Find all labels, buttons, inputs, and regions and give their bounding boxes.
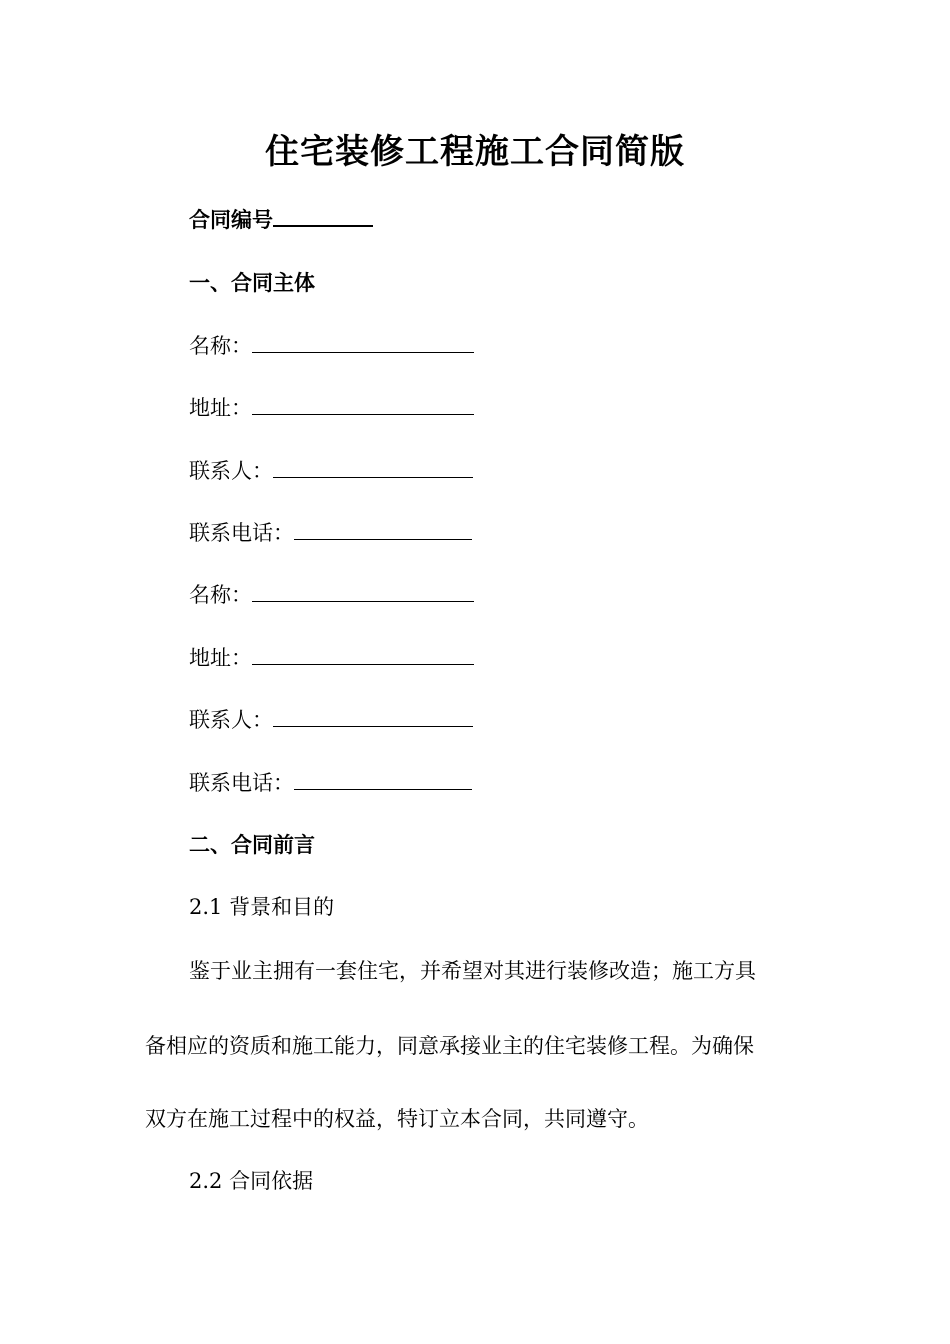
- party-b-name-line: [189, 580, 474, 610]
- party-b-phone-label: 联系电话：: [189, 771, 294, 795]
- party-a-contact-label: 联系人：: [189, 459, 273, 483]
- paragraph-line-2: 备相应的资质和施工能力，同意承接业主的住宅装修工程。为确保: [145, 1034, 754, 1058]
- party-a-address-label: 地址：: [189, 396, 252, 420]
- party-a-address-blank: [252, 396, 474, 415]
- party-a-address-line: [189, 393, 474, 423]
- party-b-contact-line: [189, 705, 473, 735]
- party-b-contact-label: 联系人：: [189, 708, 273, 732]
- party-a-phone-line: [189, 518, 472, 548]
- party-a-phone-label: 联系电话：: [189, 521, 294, 545]
- party-b-address-label: 地址：: [189, 646, 252, 670]
- party-b-contact-blank: [273, 708, 473, 727]
- party-b-phone-line: [189, 768, 472, 798]
- party-a-name-label: 名称：: [189, 334, 252, 358]
- section-1-heading: 一、合同主体: [189, 270, 315, 295]
- paragraph-line-3: 双方在施工过程中的权益，特订立本合同，共同遵守。: [145, 1107, 649, 1131]
- party-b-phone-blank: [294, 771, 472, 790]
- subsection-2-2-heading: 2.2 合同依据: [189, 1169, 314, 1193]
- party-b-address-line: [189, 643, 474, 673]
- document-title: 住宅装修工程施工合同简版: [265, 132, 685, 172]
- paragraph-line-1: 鉴于业主拥有一套住宅，并希望对其进行装修改造；施工方具: [189, 959, 756, 983]
- party-a-name-blank: [252, 334, 474, 353]
- party-a-contact-blank: [273, 459, 473, 478]
- party-b-name-blank: [252, 583, 474, 602]
- party-b-name-label: 名称：: [189, 583, 252, 607]
- contract-number-label: 合同编号: [189, 207, 273, 232]
- party-a-contact-line: [189, 456, 473, 486]
- party-a-phone-blank: [294, 521, 472, 540]
- party-b-address-blank: [252, 646, 474, 665]
- contract-number-blank: [273, 207, 373, 227]
- party-a-name-line: [189, 331, 474, 361]
- contract-number-line: [189, 205, 373, 235]
- subsection-2-1-heading: 2.1 背景和目的: [189, 895, 335, 919]
- section-2-heading: 二、合同前言: [189, 832, 315, 857]
